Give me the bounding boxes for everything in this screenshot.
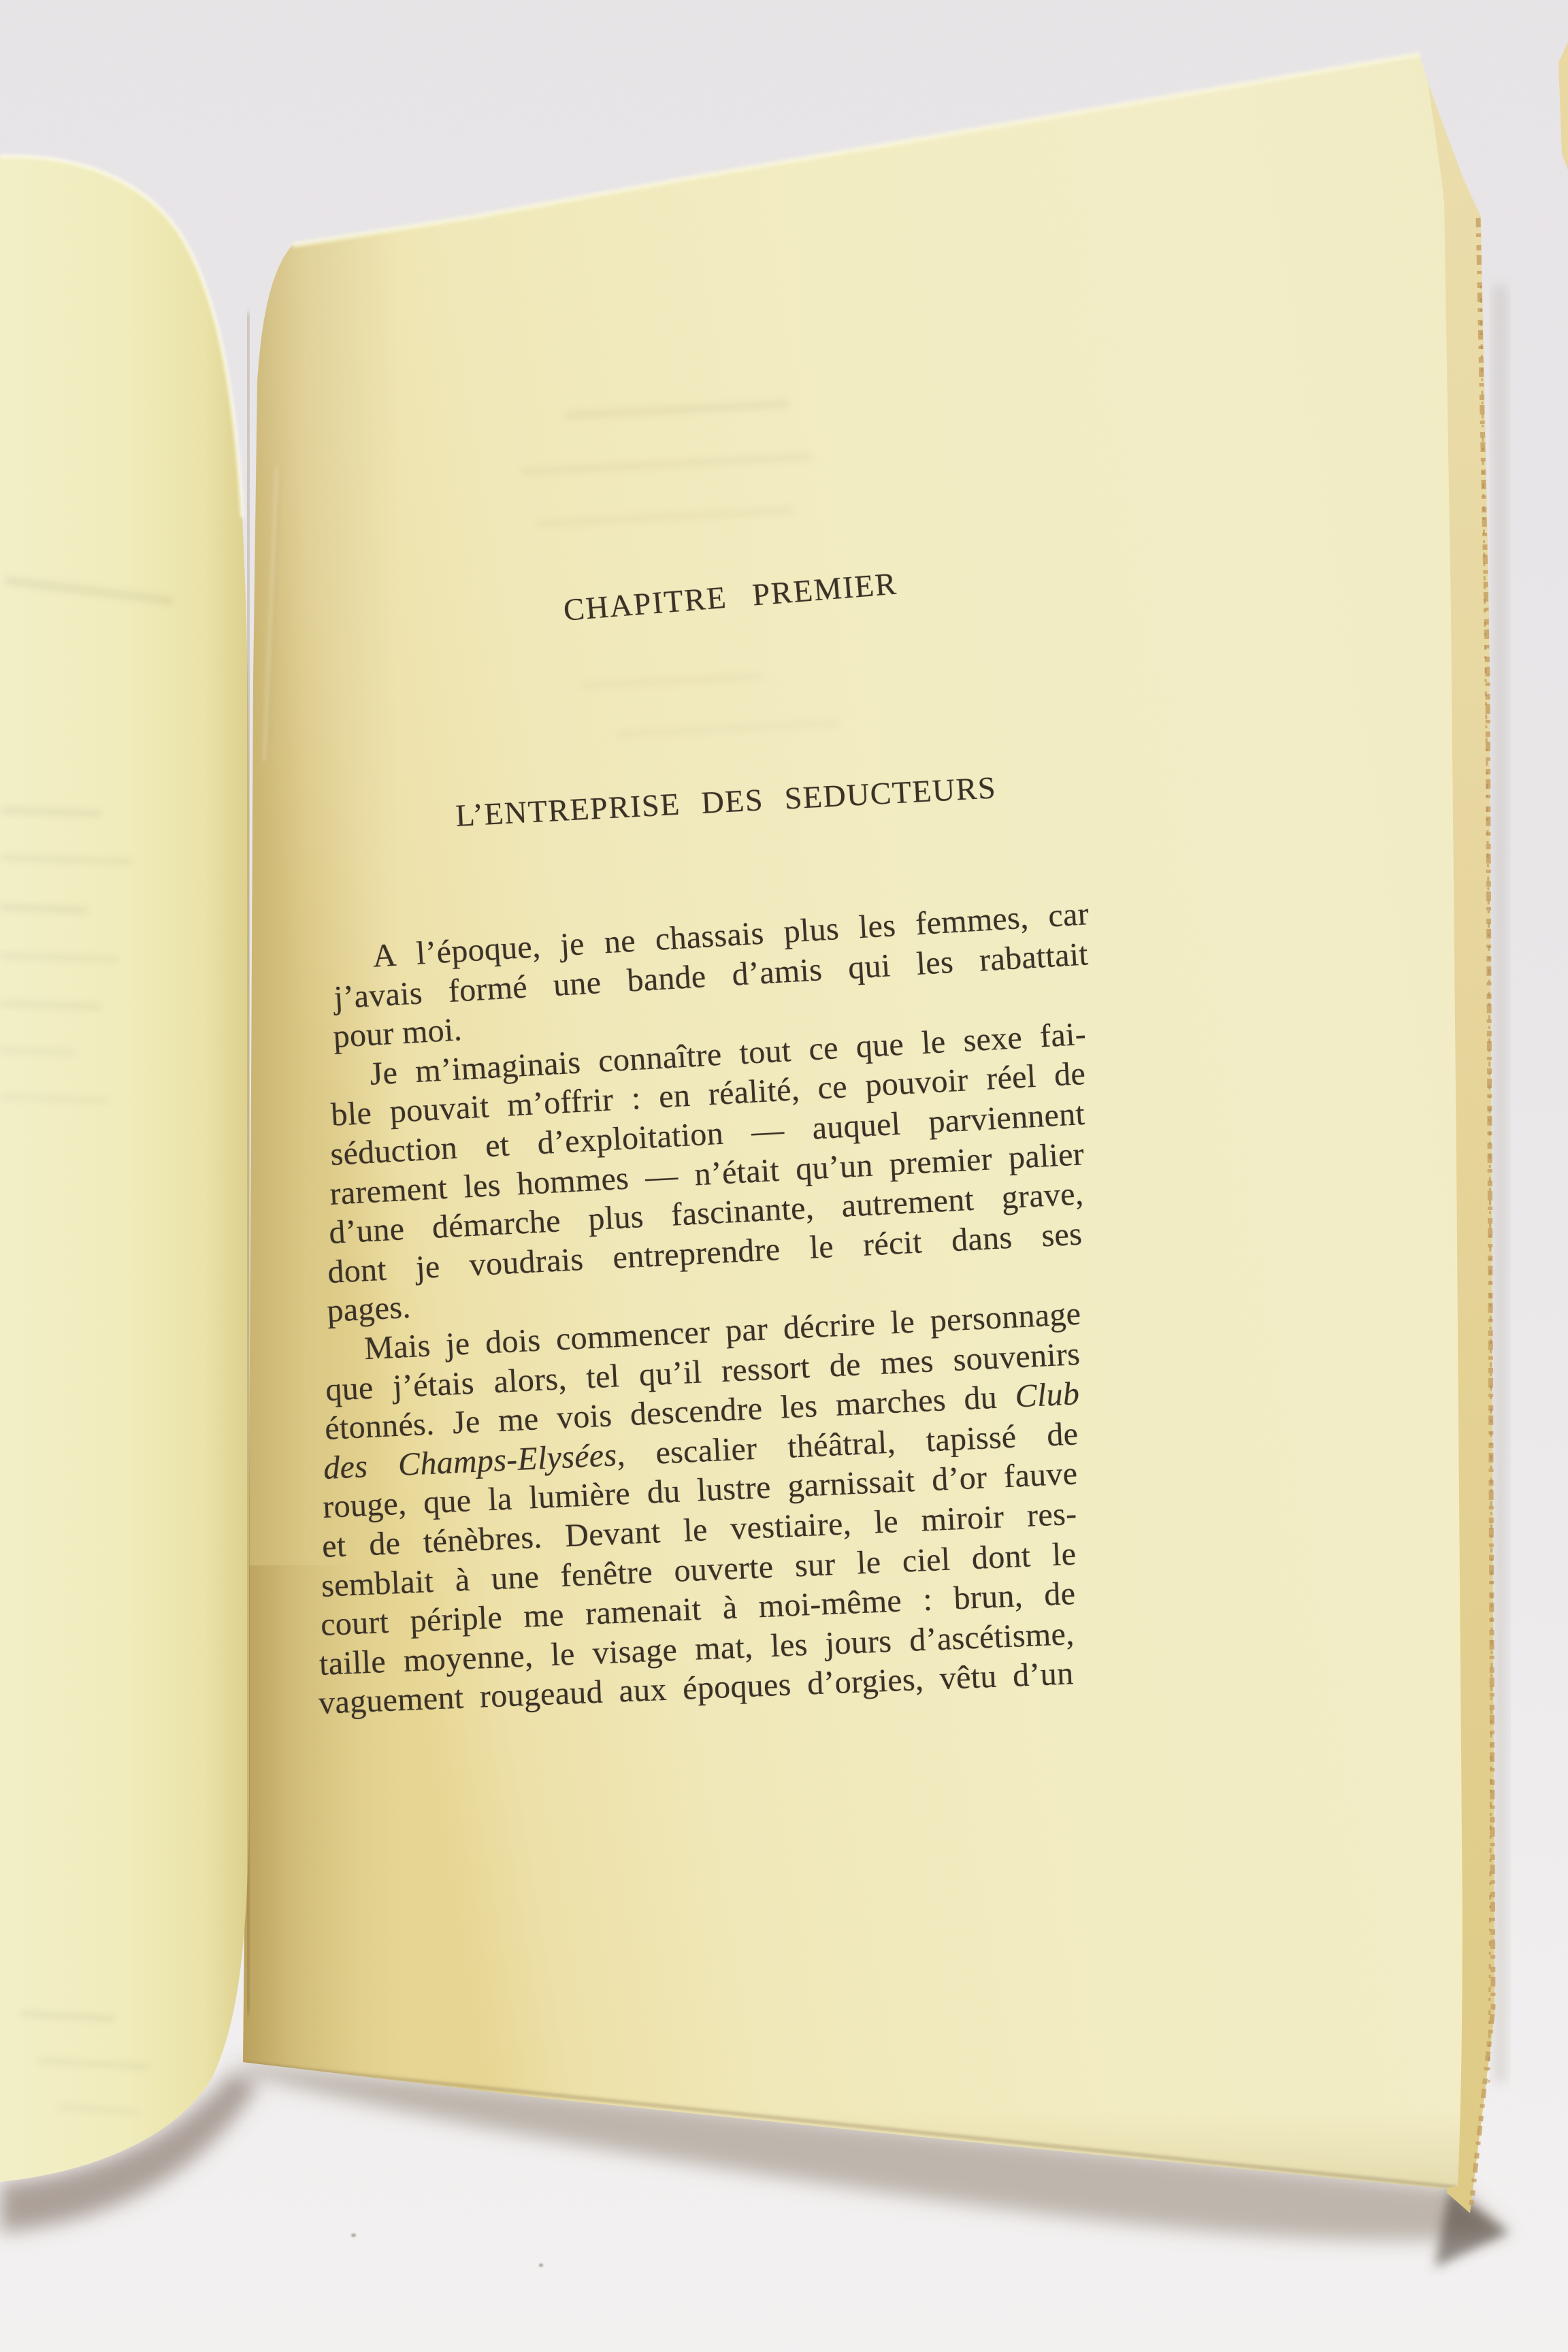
text-line: A l’époque, je ne chassais plus les femmes, car xyxy=(372,896,1090,975)
text-line: semblait à une fenêtre ouverte sur le ciel dont le xyxy=(320,1535,1077,1604)
text-line: pages. xyxy=(326,1289,412,1330)
chapter-heading: CHAPITRE PREMIER xyxy=(562,566,899,627)
text-line: et de ténèbres. Devant le vestiaire, le miroir res- xyxy=(321,1495,1078,1565)
text-line: étonnés. Je me vois descendre les marches du Club xyxy=(323,1375,1080,1448)
text-line: d’une démarche plus fascinante, autrement grave, xyxy=(327,1175,1084,1252)
text-line: rouge, que la lumière du lustre garnissait d’or fauve xyxy=(322,1455,1079,1526)
text-line: pour moi. xyxy=(331,1011,463,1056)
section-title: L’ENTREPRISE DES SEDUCTEURS xyxy=(455,770,998,833)
text-line: ble pouvait m’offrir : en réalité, ce pouvoir réel de xyxy=(330,1056,1087,1134)
text-line: des Champs-Elysées, escalier théâtral, tapissé de xyxy=(323,1416,1079,1486)
text-line: court périple me ramenait à moi-même : brun, de xyxy=(319,1575,1076,1644)
text-line: taille moyenne, le visage mat, les jours d’ascétisme, xyxy=(318,1615,1075,1682)
text-line: vaguement rougeaud aux époques d’orgies, vêtu d’un xyxy=(318,1655,1075,1722)
text-line: Je m’imaginais connaître tout ce que le sexe fai- xyxy=(369,1015,1088,1092)
text-line: Mais je dois commencer par décrire le personnage xyxy=(363,1295,1082,1367)
text-line: dont je voudrais entreprendre le récit dans ses xyxy=(327,1215,1083,1290)
text-line: séduction et d’exploitation — auquel parviennent xyxy=(329,1095,1086,1173)
text-line: que j’étais alors, tel qu’il ressort de mes souvenirs xyxy=(324,1335,1081,1408)
text-line: rarement les hommes — n’était qu’un premier palier xyxy=(328,1135,1085,1212)
text-line: j’avais formé une bande d’amis qui les rabattait xyxy=(332,935,1090,1016)
